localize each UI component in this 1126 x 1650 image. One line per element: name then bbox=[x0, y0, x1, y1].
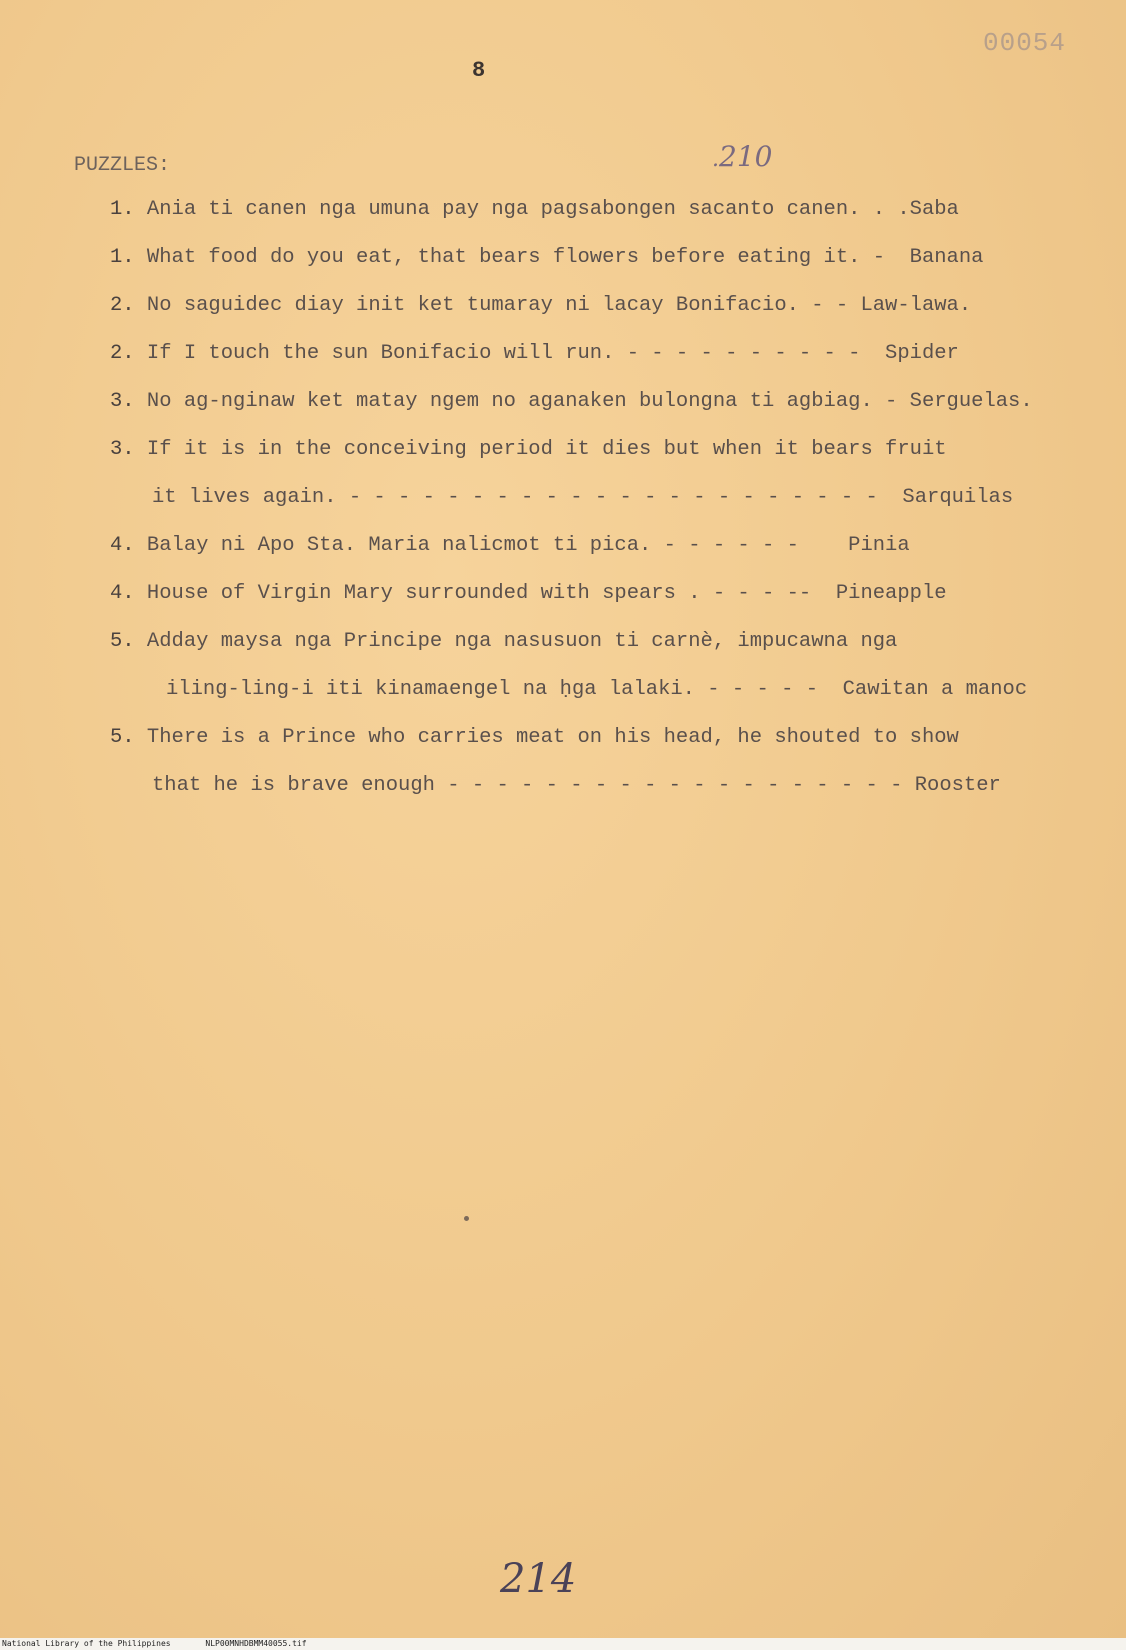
puzzle-line: 2. If I touch the sun Bonifacio will run. - - - - - - - - - - Spider bbox=[110, 342, 959, 365]
page-number: 8 bbox=[472, 58, 486, 83]
puzzle-line-continued: it lives again. - - - - - - - - - - - - - - - - - - - - - - Sarquilas bbox=[152, 486, 1014, 509]
puzzle-line: 5. There is a Prince who carries meat on his head, he shouted to show bbox=[110, 726, 959, 749]
puzzle-line: 2. No saguidec diay init ket tumaray ni lacay Bonifacio. - - Law-lawa. bbox=[110, 294, 972, 317]
footer-filename: NLP00MNHDBMM40055.tif bbox=[205, 1639, 307, 1648]
puzzle-line: 4. House of Virgin Mary surrounded with spears . - - - -- Pineapple bbox=[110, 582, 947, 605]
scan-footer bbox=[0, 1638, 1126, 1650]
handwritten-note-top: .210 bbox=[712, 140, 773, 173]
puzzle-line-continued: that he is brave enough - - - - - - - - - - - - - - - - - - - Rooster bbox=[152, 774, 1001, 797]
puzzle-line: 1. Ania ti canen nga umuna pay nga pagsabongen sacanto canen. . .Saba bbox=[110, 198, 959, 221]
handwritten-note-bottom: 214 bbox=[500, 1556, 577, 1602]
puzzle-line: 3. If it is in the conceiving period it dies but when it bears fruit bbox=[110, 438, 947, 461]
section-heading: PUZZLES: bbox=[74, 154, 171, 177]
footer-library: National Library of the Philippines bbox=[2, 1639, 171, 1648]
puzzle-line: 1. What food do you eat, that bears flowers before eating it. - Banana bbox=[110, 246, 984, 269]
stamp-number: 00054 bbox=[982, 28, 1066, 58]
puzzle-line: 5. Adday maysa nga Principe nga nasusuon ti carnè, impucawna nga bbox=[110, 630, 898, 653]
puzzle-line: 4. Balay ni Apo Sta. Maria nalicmot ti pica. - - - - - - Pinia bbox=[110, 534, 910, 557]
puzzle-line-continued: iling-ling-i iti kinamaengel na ḥga lalaki. - - - - - Cawitan a manoc bbox=[166, 678, 1028, 701]
paper-speck bbox=[464, 1216, 469, 1221]
puzzle-line: 3. No ag-nginaw ket matay ngem no aganaken bulongna ti agbiag. - Serguelas. bbox=[110, 390, 1033, 413]
